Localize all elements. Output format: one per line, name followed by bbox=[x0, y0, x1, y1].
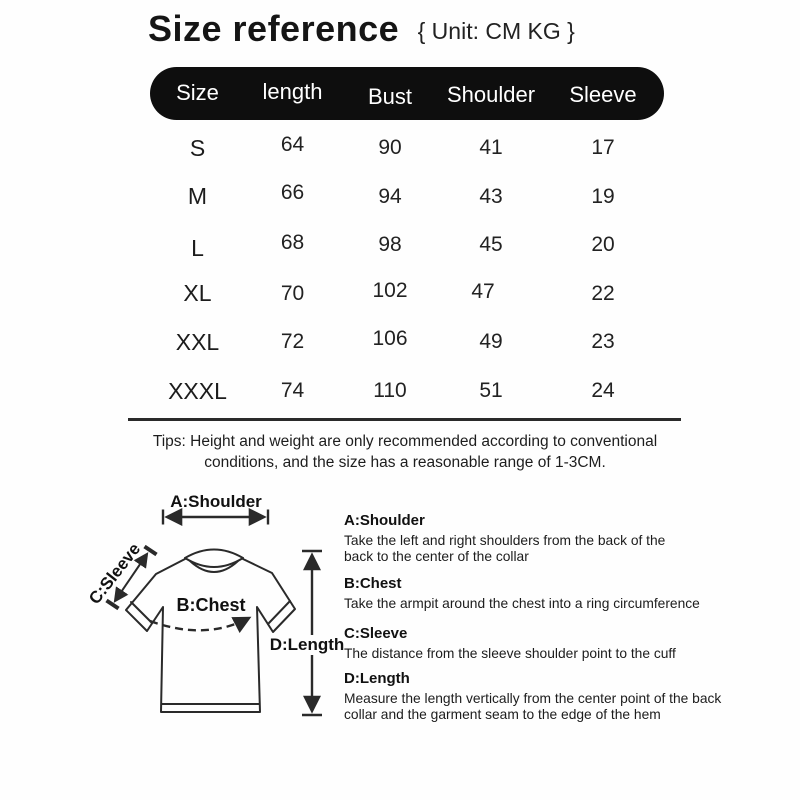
definition-sleeve bbox=[344, 625, 754, 662]
cell-bust: 90 bbox=[378, 136, 402, 160]
cell-sleeve: 17 bbox=[591, 136, 615, 160]
definition-chest bbox=[344, 575, 754, 612]
definition-length bbox=[344, 670, 754, 722]
column-header-bust: Bust bbox=[367, 83, 413, 109]
definition-shoulder bbox=[344, 512, 754, 564]
cell-sleeve: 20 bbox=[591, 233, 615, 257]
cell-size: S bbox=[189, 134, 206, 161]
size-table-body bbox=[150, 124, 664, 415]
cell-shoulder: 43 bbox=[479, 184, 503, 208]
column-header-size: Size bbox=[176, 79, 219, 105]
cell-bust: 102 bbox=[372, 278, 408, 302]
definition-desc: Take the armpit around the chest into a ring circumference bbox=[344, 596, 700, 611]
measurement-definitions bbox=[344, 512, 754, 733]
diagram-label-chest: B:Chest bbox=[176, 595, 246, 615]
definition-term: D:Length bbox=[344, 670, 410, 687]
cell-bust: 110 bbox=[373, 378, 407, 402]
cell-size: L bbox=[191, 234, 204, 261]
cell-size: M bbox=[187, 183, 208, 210]
tshirt-outline bbox=[126, 550, 295, 713]
cell-shoulder: 49 bbox=[479, 330, 503, 354]
size-table-header bbox=[150, 67, 664, 120]
cell-shoulder: 51 bbox=[479, 378, 503, 402]
tips-line-1: Tips: Height and weight are only recommended according to conventional bbox=[152, 433, 658, 450]
cell-size: XXL bbox=[175, 328, 220, 355]
table-row bbox=[150, 270, 664, 319]
table-row bbox=[150, 173, 664, 222]
cell-shoulder: 47 bbox=[471, 279, 495, 303]
definition-desc: Take the left and right shoulders from the back of the back to the center of the collar bbox=[344, 533, 666, 564]
cell-shoulder: 45 bbox=[479, 233, 503, 257]
cell-sleeve: 24 bbox=[591, 378, 615, 402]
diagram-label-shoulder: A:Shoulder bbox=[170, 492, 262, 511]
chest-dashed-arrow bbox=[150, 618, 249, 630]
column-header-length: length bbox=[262, 78, 323, 104]
cell-bust: 106 bbox=[372, 327, 408, 351]
diagram-label-length: D:Length bbox=[266, 635, 348, 655]
definition-term: B:Chest bbox=[344, 575, 402, 592]
cell-length: 70 bbox=[280, 281, 305, 305]
title-text: Size reference bbox=[148, 8, 400, 49]
cell-sleeve: 22 bbox=[591, 281, 615, 305]
cell-shoulder: 41 bbox=[479, 136, 503, 160]
cell-length: 72 bbox=[280, 330, 305, 354]
column-header-sleeve: Sleeve bbox=[569, 81, 637, 107]
definition-desc: The distance from the sleeve shoulder point to the cuff bbox=[344, 645, 676, 661]
cell-sleeve: 19 bbox=[591, 184, 615, 208]
length-arrow bbox=[302, 551, 322, 715]
cell-size: XXXL bbox=[168, 378, 227, 405]
column-header-shoulder: Shoulder bbox=[446, 81, 536, 107]
definition-desc: Measure the length vertically from the center point of the back collar and the garment seam to the edge of the hem bbox=[344, 691, 722, 722]
table-bottom-divider bbox=[128, 418, 681, 421]
cell-length: 66 bbox=[280, 180, 305, 204]
table-row bbox=[150, 367, 664, 416]
cell-bust: 98 bbox=[378, 233, 402, 257]
tips-note bbox=[55, 431, 755, 473]
page-title bbox=[148, 8, 575, 50]
table-row bbox=[150, 124, 664, 173]
title-unit: { Unit: CM KG } bbox=[417, 18, 575, 44]
cell-length: 74 bbox=[280, 378, 305, 402]
cell-length: 64 bbox=[280, 133, 305, 157]
table-row bbox=[150, 318, 664, 367]
table-row bbox=[150, 221, 664, 270]
cell-sleeve: 23 bbox=[591, 330, 615, 354]
definition-term: C:Sleeve bbox=[344, 624, 408, 642]
tips-line-2: conditions, and the size has a reasonable range of 1-3CM. bbox=[204, 454, 606, 471]
definition-term: A:Shoulder bbox=[344, 512, 425, 529]
cell-length: 68 bbox=[280, 231, 305, 255]
diagram-label-sleeve: C:Sleeve bbox=[85, 539, 145, 608]
cell-bust: 94 bbox=[378, 184, 402, 208]
cell-size: XL bbox=[183, 280, 212, 307]
